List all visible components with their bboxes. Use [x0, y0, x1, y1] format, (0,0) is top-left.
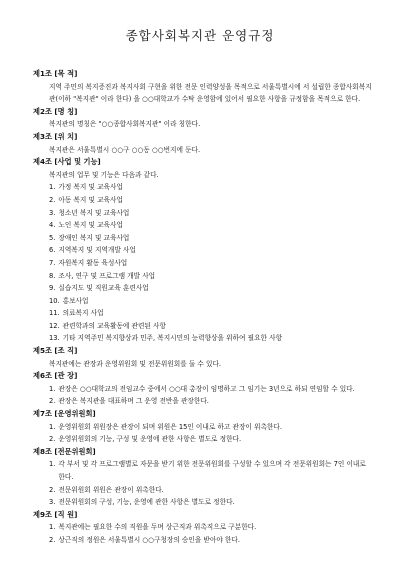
list-item-text: 가정 복지 및 교육사업 — [58, 183, 123, 192]
list-item — [33, 496, 373, 509]
list-item — [33, 207, 373, 220]
list-item-number: 1. — [49, 523, 56, 532]
list-item — [33, 395, 373, 408]
list-item-number: 2. — [49, 195, 56, 204]
list-item-text: 운영위원회의 기능, 구성 및 운영에 관한 사항은 별도로 정한다. — [58, 435, 242, 444]
list-item-text: 관련학과의 교육활동에 관련된 사항 — [62, 321, 166, 330]
list-item-text: 의료복지 사업 — [62, 309, 104, 318]
article-paragraph: 지역 주민의 복지증진과 복지사회 구현을 위한 전문 인력양성을 목적으로 서울특별시에 서 설립한 종합사회복지관(이하 "복지관" 이라 한다) 을 ○○대학교가 수탁 운영함에 있어서 필요한 사항을 규정함을 목적으로 한다. — [49, 82, 372, 104]
article-4 — [33, 156, 373, 345]
list-item-text: 청소년 복지 및 교육사업 — [58, 208, 130, 217]
list-item-number: 2. — [49, 435, 56, 444]
list-item-number: 2. — [49, 397, 56, 406]
list-item-number: 9. — [49, 284, 56, 293]
article-6 — [33, 370, 373, 408]
list-item-number: 10. — [49, 296, 60, 305]
list-item — [33, 257, 373, 270]
list-item-number: 2. — [49, 535, 56, 544]
list-item — [33, 282, 373, 295]
list-item-number: 1. — [49, 384, 56, 393]
document-title: 종합사회복지관 운영규정 — [125, 28, 275, 43]
list-item — [33, 219, 373, 232]
list-item-number: 12. — [49, 321, 60, 330]
article-heading: 제5조 [조 직] — [33, 346, 78, 356]
list-item-text: 실습지도 및 직원교육 훈련사업 — [58, 284, 149, 293]
list-item-text: 홍보사업 — [62, 296, 89, 305]
list-item — [33, 320, 373, 333]
list-item-number: 8. — [49, 271, 56, 280]
article-8 — [33, 446, 373, 509]
article-2 — [33, 106, 373, 131]
list-item-number: 1. — [49, 422, 56, 431]
list-item-text: 지역복지 및 지역개발 사업 — [58, 246, 136, 255]
article-heading: 제2조 [명 칭] — [33, 106, 78, 116]
article-heading: 제8조 [전문위원회] — [33, 446, 96, 456]
list-item — [33, 433, 373, 446]
list-item-text: 장애인 복지 및 교육사업 — [58, 233, 130, 242]
list-item — [33, 458, 373, 483]
list-item — [33, 383, 373, 396]
list-item-number: 1. — [49, 183, 56, 192]
list-item — [33, 421, 373, 434]
list-item-text: 각 부서 및 각 프로그램별로 자문을 받기 위한 전문위원회를 구성할 수 있으며 각 전문위원회는 7인 이내로 한다. — [58, 460, 366, 481]
list-item — [33, 194, 373, 207]
list-item-text: 관장은 복지관을 대표하며 그 운영 전반을 관장한다. — [58, 397, 209, 406]
document-body — [33, 68, 373, 547]
list-item-number: 1. — [49, 460, 56, 469]
list-item-number: 13. — [49, 334, 60, 343]
list-item — [33, 332, 373, 345]
list-item-text: 관장은 ○○대학교의 전임교수 중에서 ○○대 총장이 임명하고 그 임기는 3년으로 하되 연임할 수 있다. — [58, 384, 355, 393]
list-item-text: 자원복지 활동 육성사업 — [58, 258, 128, 267]
list-item — [33, 534, 373, 547]
article-heading: 제1조 [목 적] — [33, 69, 78, 78]
list-item-text: 복지관에는 필요한 수의 직원을 두며 상근직과 위촉직으로 구분한다. — [58, 523, 257, 532]
list-item — [33, 521, 373, 534]
list-item — [33, 181, 373, 194]
list-item-number: 4. — [49, 221, 56, 230]
article-heading: 제7조 [운영위원회] — [33, 409, 96, 419]
article-paragraph: 복지관은 서울특별시 ○○구 ○○동 ○○번지에 둔다. — [49, 145, 201, 154]
list-item-number: 7. — [49, 258, 56, 267]
list-item-number: 6. — [49, 246, 56, 255]
list-item-text: 아동 복지 및 교육사업 — [58, 195, 123, 204]
list-item — [33, 244, 373, 257]
article-7 — [33, 408, 373, 446]
list-item-number: 11. — [49, 309, 60, 318]
article-3 — [33, 131, 373, 156]
article-paragraph: 복지관의 명칭은 "○○종합사회복지관" 이라 칭한다. — [49, 120, 201, 129]
article-5 — [33, 345, 373, 370]
list-item-text: 기타 지역주민 복지향상과 민주, 복지시민의 능력향상을 위하여 필요한 사항 — [62, 334, 283, 343]
list-item — [33, 484, 373, 497]
list-item-number: 2. — [49, 485, 56, 494]
article-paragraph: 복지관의 업무 및 기능은 다음과 같다. — [49, 170, 159, 179]
list-item-number: 5. — [49, 233, 56, 242]
list-item-text: 상근직의 정원은 서울특별시 ○○구청장의 승인을 받아야 한다. — [58, 535, 240, 544]
list-item-text: 조사, 연구 및 프로그램 개발 사업 — [58, 271, 156, 280]
article-paragraph: 복지관에는 관장과 운영위원회 및 전문위원회를 둘 수 있다. — [49, 359, 222, 368]
list-item-text: 노인 복지 및 교육사업 — [58, 221, 123, 230]
article-heading: 제4조 [사업 및 기능] — [33, 157, 101, 167]
list-item-number: 3. — [49, 208, 56, 217]
list-item — [33, 232, 373, 245]
list-item-text: 전문위원회 위원은 관장이 위촉한다. — [58, 485, 164, 494]
list-item — [33, 270, 373, 283]
article-heading: 제6조 [관 장] — [33, 371, 78, 381]
article-heading: 제3조 [위 치] — [33, 131, 78, 141]
list-item — [33, 295, 373, 308]
list-item-text: 운영위원회 위원장은 관장이 되며 위원은 15인 이내로 하고 관장이 위촉한다. — [58, 422, 282, 431]
article-9 — [33, 509, 373, 547]
article-1 — [33, 68, 373, 106]
list-item-text: 전문위원회의 구성, 기능, 운영에 관한 사항은 별도로 정한다. — [58, 498, 235, 507]
list-item-number: 3. — [49, 498, 56, 507]
list-item — [33, 307, 373, 320]
article-heading: 제9조 [직 원] — [33, 509, 78, 519]
